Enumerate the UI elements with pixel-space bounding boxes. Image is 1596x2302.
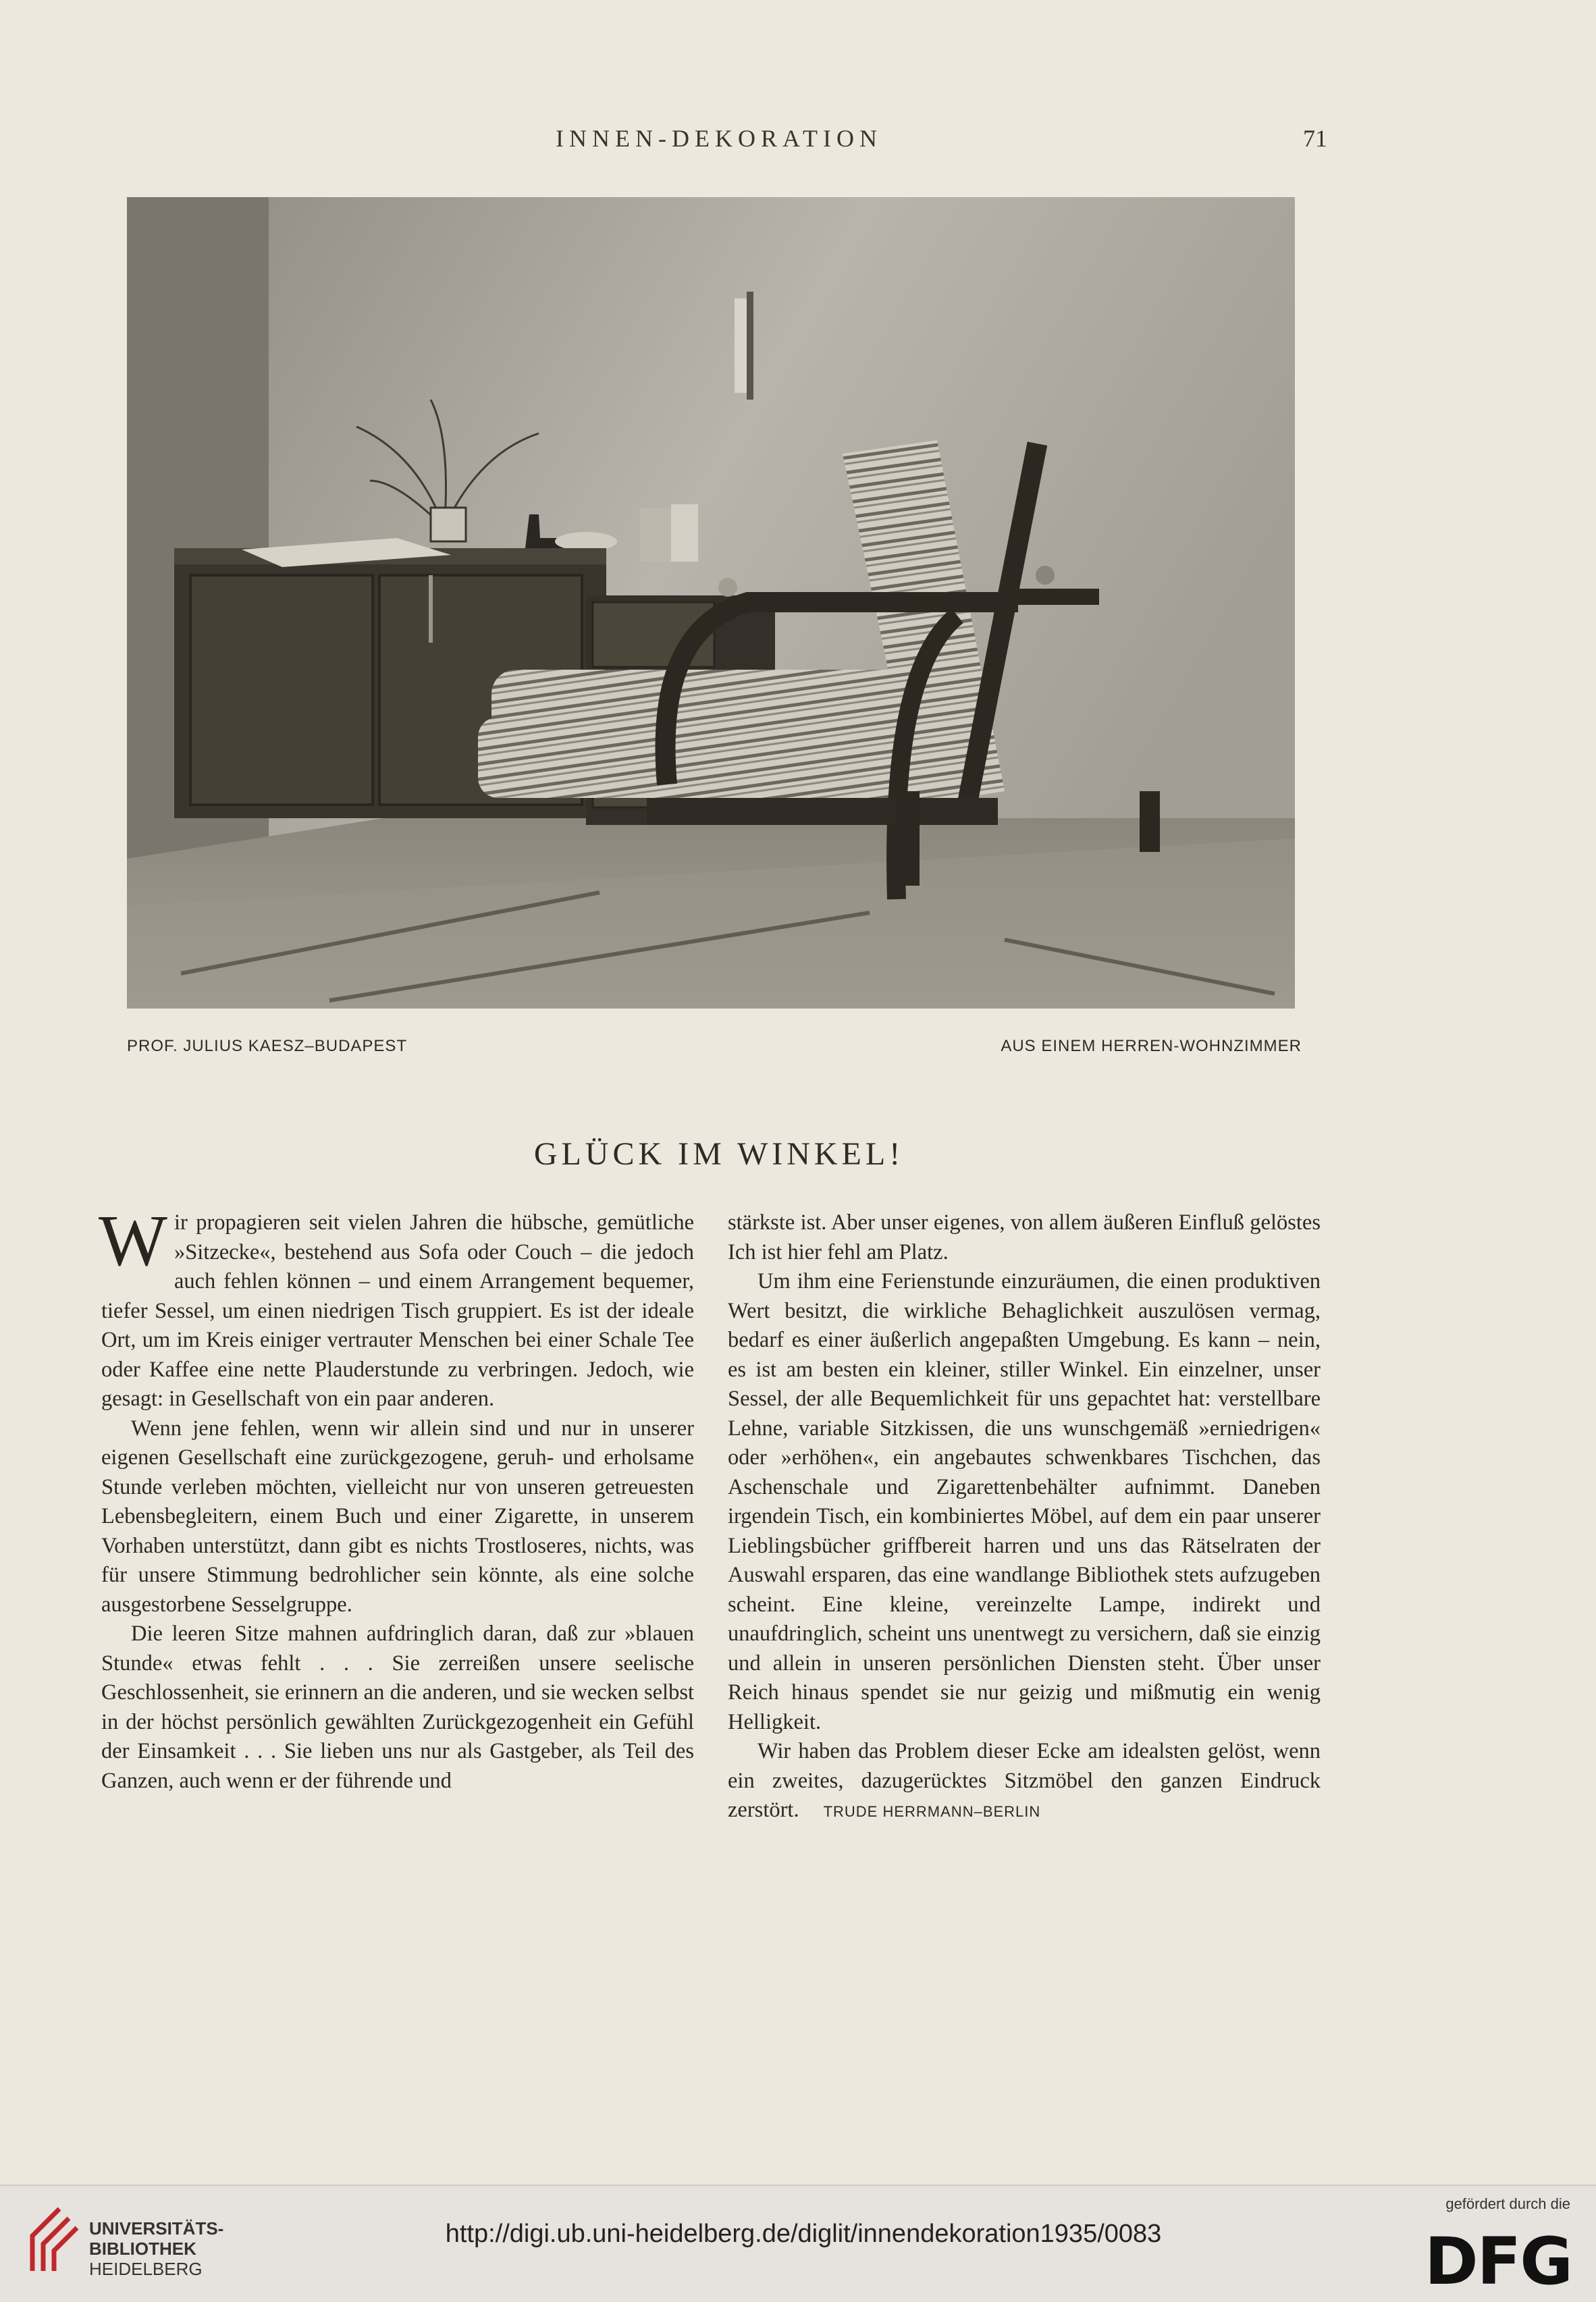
university-library-logo-icon bbox=[19, 2203, 80, 2278]
paragraph-6-text: Wir haben das Problem dieser Ecke am idealsten gelöst, wenn ein zweites, dazugerücktes Sitzmöbel den ganzen Eindruck zerstört. bbox=[728, 1739, 1321, 1822]
paragraph-1-text: ir propagieren seit vielen Jahren die hübsche, gemütliche »Sitzecke«, bestehend aus Sofa oder Couch – die jedoch auch fehlen können – und einem Arrangement bequemer, tiefer Sessel, um einen niedrigen Tisch gruppiert. Es ist der ideale Ort, um im Kreis einiger vertrauter Menschen bei einer Schale Tee oder Kaffee eine nette Plauderstunde zu verbringen. Jedoch, wie gesagt: in Gesellschaft von ein paar anderen. bbox=[101, 1210, 694, 1411]
paragraph-4: stärkste ist. Aber unser eigenes, von allem äußeren Einfluß gelöstes Ich ist hier fehl am Platz. bbox=[728, 1210, 1321, 1264]
university-library-name bbox=[89, 2218, 223, 2279]
dfg-logo: DFG bbox=[1424, 2224, 1572, 2299]
paragraph-5: Um ihm eine Ferienstunde einzuräumen, die einen produktiven Wert besitzt, die wirkliche Behaglichkeit auszulösen vermag, bedarf es einer äußerlich angepaßten Umgebung. Es kann – nein, es ist am besten ein kleiner, stiller Winkel. Ein einzelner, unser Sessel, der alle Bequemlichkeit für uns gepachtet hat: verstellbare Lehne, variable Sitzkissen, die uns wunschgemäß »erniedrigen« oder »erhöhen«, ein angebautes schwenkbares Tischchen, das Aschenschale und Zigarettenbehälter aufnimmt. Daneben irgendein Tisch, ein kombiniertes Möbel, auf dem ein paar unserer Lieblingsbücher griffbereit harren und uns das Rätselraten der Auswahl ersparen, das eine wandlange Bibliothek stets aufzugeben scheint. Eine kleine, vereinzelte Lampe, indirekt und unaufdringlich, scheint uns unentwegt zu versichern, daß sie einzig und allein in unseren persönlichen Diensten steht. Über unser Reich hinaus spendet sie nur geizig und mißmutig ein wenig Helligkeit. bbox=[728, 1269, 1321, 1734]
photo-caption: AUS EINEM HERREN-WOHNZIMMER bbox=[1001, 1037, 1302, 1055]
page-number: 71 bbox=[1303, 125, 1327, 152]
drop-cap: W bbox=[99, 1201, 167, 1281]
article-column-1 bbox=[99, 1201, 694, 1796]
library-name-line-2: BIBLIOTHEK bbox=[89, 2239, 196, 2259]
interior-photograph bbox=[127, 197, 1295, 1009]
digitization-url-link[interactable]: http://digi.ub.uni-heidelberg.de/diglit/innendekoration1935/0083 bbox=[445, 2220, 1162, 2248]
paragraph-2: Wenn jene fehlen, wenn wir allein sind und nur in unserer eigenen Gesellschaft eine zurückgezogene, geruh- und erholsame Stunde verleben möchten, vielleicht nur von unseren getreuesten Lebensbegleitern, einem Buch und einer Zigarette, in unserem Vorhaben unterstützt, dann gibt es nichts Trostloseres, nichts, was für unsere Stimmung bedrohlicher sein könnte, als eine solche ausgestorbene Sesselgruppe. bbox=[101, 1416, 694, 1617]
article-title: GLÜCK IM WINKEL! bbox=[533, 1136, 905, 1172]
paragraph-1 bbox=[99, 1201, 694, 1414]
paragraph-6 bbox=[728, 1737, 1321, 1827]
photo-credit: PROF. JULIUS KAESZ–BUDAPEST bbox=[127, 1037, 408, 1055]
library-name-line-3: HEIDELBERG bbox=[89, 2259, 203, 2279]
running-title: INNEN-DEKORATION bbox=[556, 125, 882, 152]
article-author: TRUDE HERRMANN–BERLIN bbox=[823, 1803, 1041, 1820]
library-name-line-1: UNIVERSITÄTS- bbox=[89, 2218, 224, 2239]
funding-label: gefördert durch die bbox=[1445, 2195, 1570, 2212]
paragraph-3: Die leeren Sitze mahnen aufdringlich daran, daß zur »blauen Stunde« etwas fehlt . . . Sie zerreißen unsere seelische Geschlossenheit, sie erinnern an die anderen, und sie wecken selbst in der höchst persönlich gewählten Zurückgezogenheit ein Gefühl der Einsamkeit . . . Sie lieben uns nur als Gastgeber, als Teil des Ganzen, auch wenn er der führende und bbox=[101, 1622, 694, 1793]
article-column-2 bbox=[728, 1208, 1321, 1827]
digitization-footer bbox=[0, 2185, 1596, 2302]
